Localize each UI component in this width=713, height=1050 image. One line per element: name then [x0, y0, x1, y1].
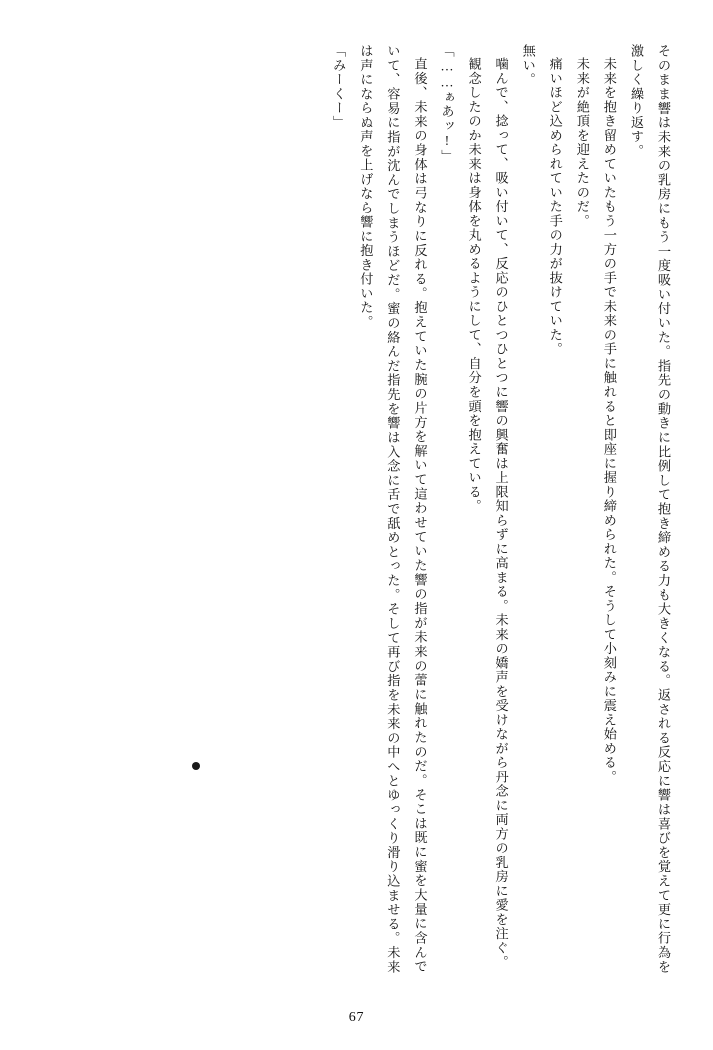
paragraph: 無い。: [520, 44, 536, 87]
vertical-text-body: [37, 44, 677, 974]
paragraph: 観念したのか未来は身体を丸めるようにして、自分を頭を抱えている。: [466, 57, 482, 514]
bullet-dot-mark: [192, 762, 200, 770]
paragraph: 痛いほど込められていた手の力が抜けていた。: [547, 57, 563, 357]
dialogue-line: 「みーくー」: [331, 44, 347, 130]
paragraph: 直後、未来の身体は弓なりに反れる。抱えていた腕の片方を解いて這わせていた響の指が未来の蕾に触れたのだ。そこは既に蜜を大量に含んでいて、容易に指が沈んでしまうほどだ。蜜の絡んだ指先を響は入念に舌で舐めとった。そして再び指を未来の中へとゆっくり滑り込ませる。未来は声にならぬ声を上げなら響に抱き付いた。: [358, 44, 428, 974]
paragraph: そのまま響は未来の乳房にもう一度吸い付いた。指先の動きに比例して抱き締める力も大きくなる。返される反応に響は喜びを覚えて更に行為を激しく繰り返す。: [628, 44, 671, 974]
paragraph: 未来が絶頂を迎えたのだ。: [574, 57, 590, 229]
paragraph: 未来を抱き留めていたもう一方の手で未来の手に触れると即座に握り締められた。そうして小刻みに震え始める。: [601, 57, 617, 785]
paragraph: 噛んで、捻って、吸い付いて、反応のひとつひとつに響の興奮は上限知らずに高まる。未来の嬌声を受けながら丹念に両方の乳房に愛を注ぐ。: [493, 57, 509, 970]
dialogue-line: 「……ぁあッ!」: [439, 44, 455, 164]
page-number: 67: [348, 1010, 365, 1025]
